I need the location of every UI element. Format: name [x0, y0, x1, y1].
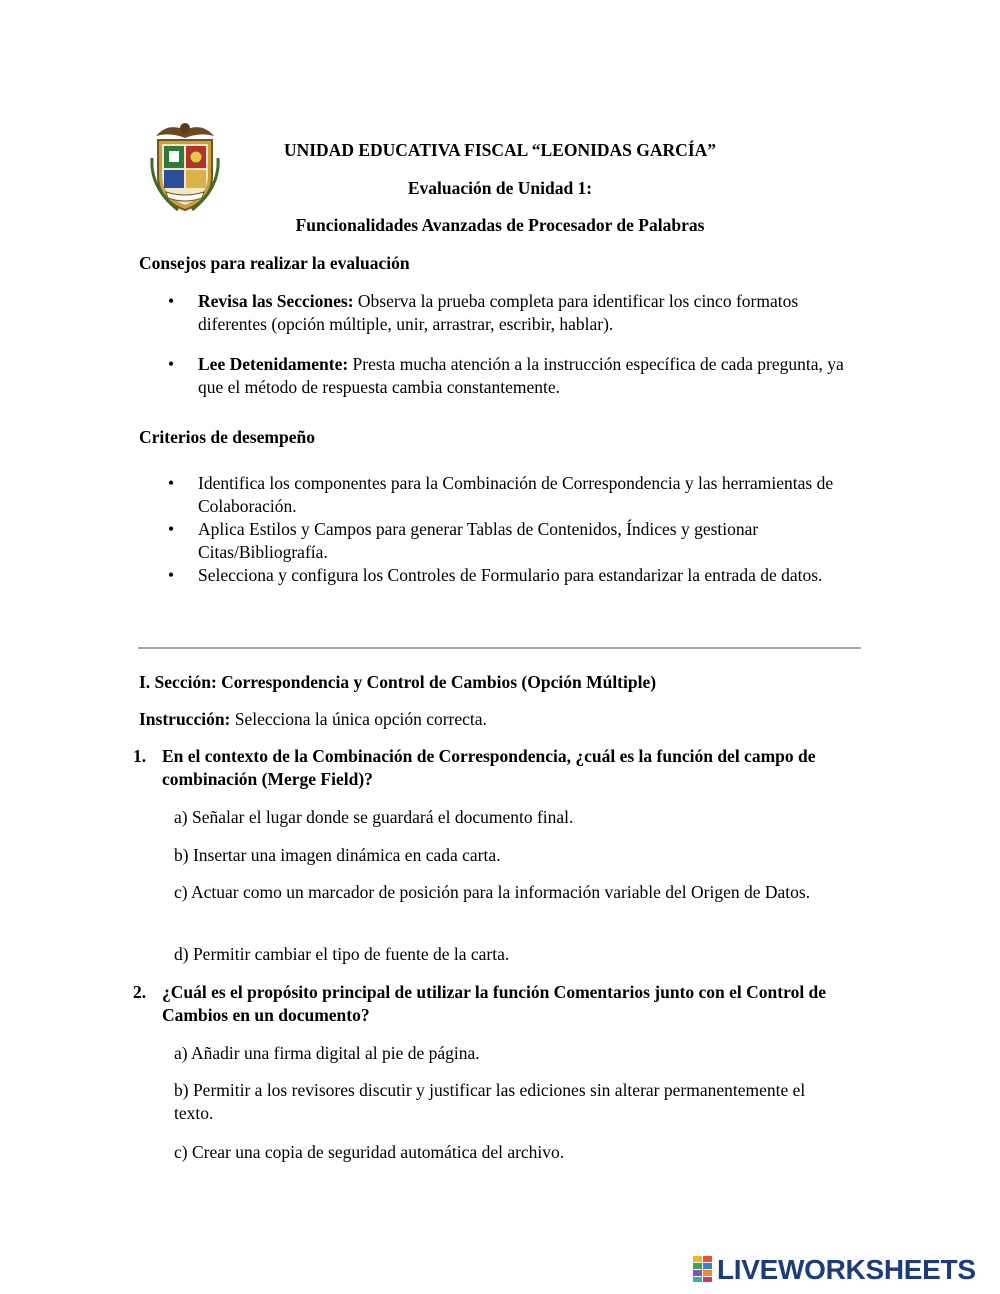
- school-name: UNIDAD EDUCATIVA FISCAL “LEONIDAS GARCÍA”: [283, 140, 717, 160]
- tip-item: [168, 290, 858, 336]
- q1-option-c[interactable]: c) Actuar como un marcador de posición para la información variable del Origen de Datos.: [174, 882, 811, 902]
- tip-item: [168, 353, 858, 399]
- criteria-item: • Aplica Estilos y Campos para generar Tablas de Contenidos, Índices y gestionar Citas/Bibliografía.: [168, 518, 858, 564]
- instruction-label: Instrucción:: [139, 709, 231, 729]
- tips-list: [168, 290, 858, 336]
- q2-option-a[interactable]: a) Añadir una firma digital al pie de página.: [174, 1043, 480, 1063]
- tip-label: Lee Detenidamente:: [198, 354, 349, 374]
- criteria-list: [168, 472, 858, 587]
- criteria-item: • Identifica los componentes para la Combinación de Correspondencia y las herramientas de Colaboración.: [168, 472, 858, 518]
- evaluation-title: Evaluación de Unidad 1:: [407, 178, 593, 198]
- criteria-item: • Selecciona y configura los Controles de Formulario para estandarizar la entrada de datos.: [168, 564, 858, 587]
- q2-option-c[interactable]: c) Crear una copia de seguridad automática del archivo.: [174, 1142, 565, 1162]
- section-divider: [138, 647, 861, 649]
- question-text: ¿Cuál es el propósito principal de utilizar la función Comentarios junto con el Control de Cambios en un documento?: [162, 982, 827, 1025]
- liveworksheets-brand[interactable]: [693, 1254, 976, 1284]
- tip-text: Presta mucha atención a la instrucción específica de cada pregunta, ya que el método de respuesta cambia constantemente.: [198, 354, 844, 397]
- liveworksheets-logo-icon: [693, 1256, 713, 1282]
- q1-option-d[interactable]: d) Permitir cambiar el tipo de fuente de la carta.: [174, 944, 510, 964]
- question-1: [133, 745, 833, 791]
- tips-list-2: [168, 353, 858, 399]
- tip-label: Revisa las Secciones:: [198, 291, 354, 311]
- q1-option-a[interactable]: a) Señalar el lugar donde se guardará el documento final.: [174, 807, 574, 827]
- tips-heading: Consejos para realizar la evaluación: [139, 253, 410, 273]
- question-number: 1.: [133, 746, 147, 766]
- question-text: En el contexto de la Combinación de Correspondencia, ¿cuál es la función del campo de combinación (Merge Field)?: [162, 746, 816, 789]
- section-title: I. Sección: Correspondencia y Control de Cambios (Opción Múltiple): [139, 672, 657, 692]
- instruction-text: Selecciona la única opción correcta.: [230, 709, 487, 729]
- tip-text: Observa la prueba completa para identificar los cinco formatos diferentes (opción múltiple, unir, arrastrar, escribir, hablar).: [198, 291, 799, 334]
- q1-option-b[interactable]: b) Insertar una imagen dinámica en cada carta.: [174, 845, 501, 865]
- question-number: 2.: [133, 982, 147, 1002]
- brand-name: LIVEWORKSHEETS: [717, 1253, 976, 1285]
- subject-title: Funcionalidades Avanzadas de Procesador de Palabras: [295, 215, 705, 235]
- question-2: [133, 981, 833, 1027]
- instruction: [139, 708, 487, 731]
- criteria-heading: Criterios de desempeño: [139, 427, 315, 447]
- q2-option-b[interactable]: b) Permitir a los revisores discutir y justificar las ediciones sin alterar permanentemente el texto.: [174, 1080, 806, 1123]
- school-crest-logo: [138, 118, 232, 216]
